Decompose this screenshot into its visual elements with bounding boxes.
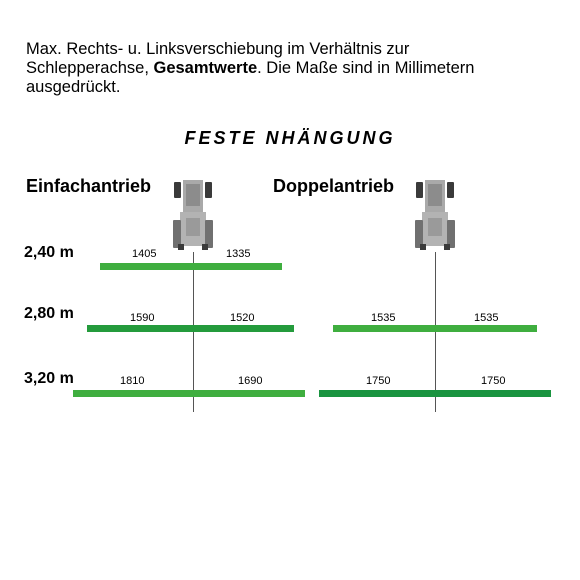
shift-bar [87,325,294,332]
value-left: 1405 [132,248,157,260]
row-label-280: 2,80 m [24,305,74,322]
value-right: 1535 [474,312,499,324]
value-left: 1535 [371,312,396,324]
axis-line-single [193,252,194,412]
intro-line-2-pre: Schlepperachse, [26,59,154,77]
row-label-240: 2,40 m [24,244,74,261]
value-left: 1810 [120,375,145,387]
intro-line-2 [26,59,566,78]
value-right: 1520 [230,312,255,324]
section-title-double: Doppelantrieb [273,176,395,196]
intro-line-3: ausgedrückt. [26,78,121,96]
shift-bar [73,390,306,397]
value-left: 1590 [130,312,155,324]
tractor-single-icon [172,180,214,252]
intro-text [26,40,566,97]
row-label-320: 3,20 m [24,370,74,387]
value-left: 1750 [366,375,391,387]
tractor-double-icon [414,180,456,252]
shift-bar [319,390,552,397]
intro-line-1: Max. Rechts- u. Linksverschiebung im Verhältnis zur [26,40,410,58]
section-title-single: Einfachantrieb [26,176,152,196]
value-right: 1335 [226,248,251,260]
value-right: 1690 [238,375,263,387]
intro-line-2-bold: Gesamtwerte [153,59,258,77]
shift-bar [100,263,282,270]
axis-line-double [435,252,436,412]
diagram-heading: FESTE NHÄNGUNG [184,128,396,148]
shift-bar [333,325,537,332]
value-right: 1750 [481,375,506,387]
intro-line-2-post: . Die Maße sind in Millimetern [257,59,475,77]
